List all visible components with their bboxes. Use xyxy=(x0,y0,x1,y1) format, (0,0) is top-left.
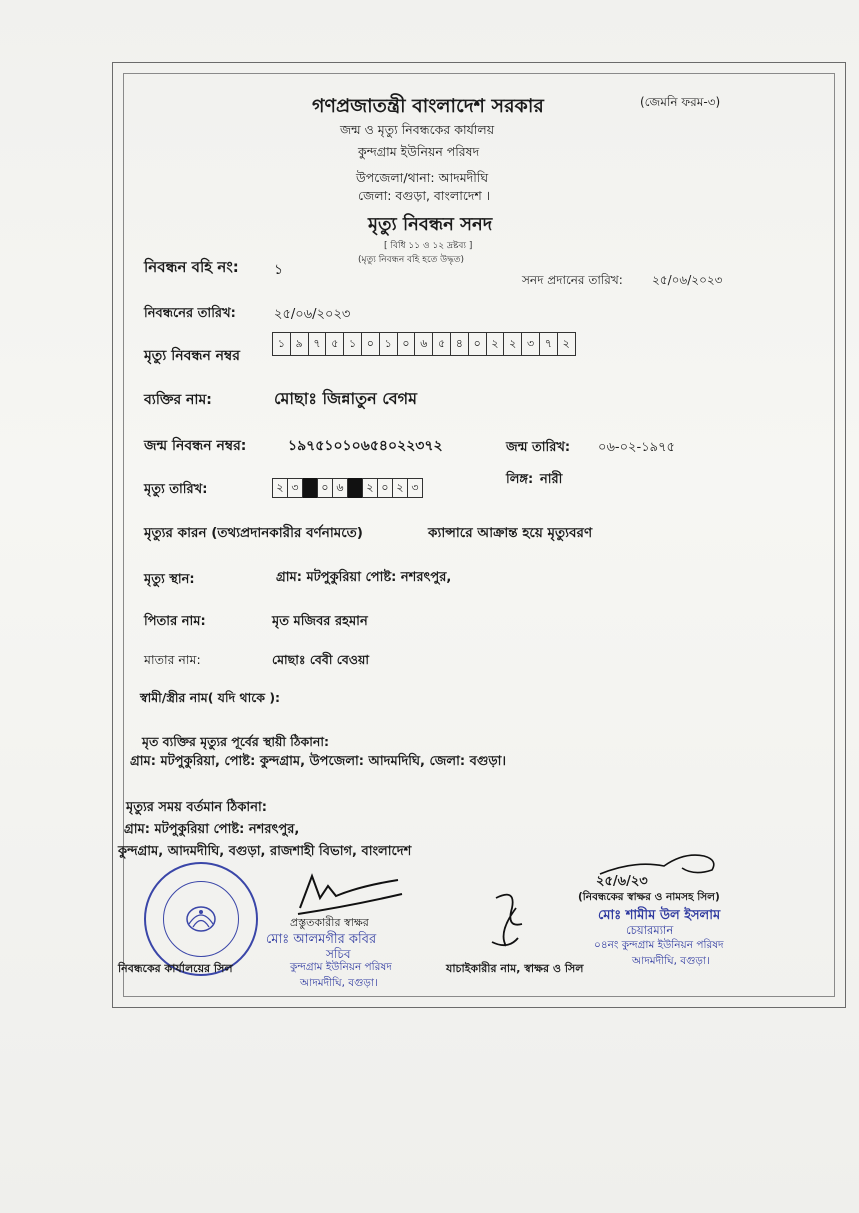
death-date-day-digit: ৩ xyxy=(291,480,299,494)
death-reg-number-boxes xyxy=(272,332,576,356)
death-month-boxes xyxy=(317,478,348,498)
seal-label: নিবন্ধকের কার্যালয়ের সিল xyxy=(118,962,233,975)
death-date-month-digit: ৬ xyxy=(336,480,344,494)
father-label: পিতার নাম: xyxy=(144,614,206,629)
death-reg-number-label: মৃত্যু নিবন্ধন নম্বর xyxy=(144,348,240,364)
death-place-label: মৃত্যু স্থান: xyxy=(144,572,195,587)
current-address-line1: গ্রাম: মটপুকুরিয়া পোষ্ট: নশরৎপুর, xyxy=(124,822,300,837)
reg-digit-cell: ৯ xyxy=(291,333,309,355)
death-date-year-digit: ৩ xyxy=(411,480,419,494)
office-seal xyxy=(144,862,258,976)
gender-value: নারী xyxy=(540,472,563,487)
permanent-address-label: মৃত ব্যক্তির মৃত্যুর পূর্বের স্থায়ী ঠিকানা: xyxy=(142,734,329,749)
issue-date-label: সনদ প্রদানের তারিখ: xyxy=(522,273,623,287)
district: জেলা: বগুড়া, বাংলাদেশ । xyxy=(358,188,491,203)
registrar-name: মোঃ শামীম উল ইসলাম xyxy=(598,908,721,923)
gender-label: লিঙ্গ: xyxy=(506,472,534,487)
cause-value: ক্যান্সারে আক্রান্ত হয়ে মৃত্যুবরণ xyxy=(428,525,593,541)
upazila: উপজেলা/থানা: আদমদীঘি xyxy=(356,170,489,185)
death-date-year-digit: ২ xyxy=(393,479,408,497)
reg-digit-cell: ১ xyxy=(273,333,291,355)
mother-value: মোছাঃ বেবী বেওয়া xyxy=(272,652,369,667)
reg-digit-cell: ১ xyxy=(344,333,362,355)
date-separator xyxy=(303,478,317,498)
reg-digit-cell: ৩ xyxy=(522,333,540,355)
death-place-value: গ্রাম: মটপুকুরিয়া পোষ্ট: নশরৎপুর, xyxy=(276,570,452,585)
reg-digit-cell: ২ xyxy=(487,333,505,355)
reg-digit-cell: ২ xyxy=(562,336,570,350)
permanent-address-value: গ্রাম: মটপুকুরিয়া, পোষ্ট: কুন্দগ্রাম, উপজেলা: আদমদিঘি, জেলা: বগুড়া। xyxy=(130,754,507,769)
reg-digit-cell: ০ xyxy=(398,333,416,355)
registrar-place: আদমদীঘি, বগুড়া। xyxy=(632,955,710,967)
preparer-office: কুন্দগ্রাম ইউনিয়ন পরিষদ xyxy=(290,961,392,973)
preparer-title: সচিব xyxy=(326,947,351,961)
death-day-boxes xyxy=(272,478,303,498)
verifier-signature xyxy=(486,888,536,952)
preparer-label: প্রস্তুতকারীর স্বাক্ষর xyxy=(290,916,369,929)
death-date-boxes xyxy=(272,478,423,498)
father-value: মৃত মজিবর রহমান xyxy=(272,614,368,629)
person-name-label: ব্যক্তির নাম: xyxy=(144,392,212,408)
registrar-label: (নিবন্ধকের স্বাক্ষর ও নামসহ সিল) xyxy=(578,891,720,903)
reg-digit-cell: ৫ xyxy=(433,333,451,355)
register-book-value: ১ xyxy=(274,262,284,278)
registrar-office: ০৪নং কুন্দগ্রাম ইউনিয়ন পরিষদ xyxy=(594,939,724,951)
reg-digit-cell: ৫ xyxy=(326,333,344,355)
birth-reg-number-label: জন্ম নিবন্ধন নম্বর: xyxy=(144,438,247,454)
preparer-place: আদমদীঘি, বগুড়া। xyxy=(300,977,378,989)
birth-reg-number-value: ১৯৭৫১০১০৬৫৪০২২৩৭২ xyxy=(288,438,443,454)
person-name-value: মোছাঃ জিন্নাতুন বেগম xyxy=(274,389,418,408)
reg-digit-cell: ৭ xyxy=(309,333,327,355)
reg-digit-cell: ৪ xyxy=(451,333,469,355)
spouse-label: স্বামী/স্ত্রীর নাম( যদি থাকে ): xyxy=(140,690,281,705)
seal-inner-ring xyxy=(163,881,239,957)
union-name: কুন্দগ্রাম ইউনিয়ন পরিষদ xyxy=(358,144,480,159)
register-book-label: নিবন্ধন বহি নং: xyxy=(144,258,239,276)
reg-digit-cell: ০ xyxy=(362,333,380,355)
certificate-title: মৃত্যু নিবন্ধন সনদ xyxy=(368,214,493,235)
reg-digit-cell: ০ xyxy=(469,333,487,355)
current-address-label: মৃত্যুর সময় বর্তমান ঠিকানা: xyxy=(126,800,267,815)
date-separator xyxy=(348,478,362,498)
death-date-year-digit: ০ xyxy=(378,479,393,497)
office-name: জন্ম ও মৃত্যু নিবন্ধকের কার্যালয় xyxy=(340,122,495,137)
mother-label: মাতার নাম: xyxy=(144,652,201,667)
reg-digit-cell: ১ xyxy=(380,333,398,355)
issue-date-value: ২৫/০৬/২০২৩ xyxy=(652,273,723,287)
government-title: গণপ্রজাতন্ত্রী বাংলাদেশ সরকার xyxy=(312,95,544,117)
rule-note: [ বিধি ১১ ও ১২ দ্রষ্টব্য ] xyxy=(384,241,473,251)
emblem-icon xyxy=(181,902,221,936)
preparer-name: মোঃ আলমগীর কবির xyxy=(266,932,377,947)
current-address-line2: কুন্দগ্রাম, আদমদীঘি, বগুড়া, রাজশাহী বিভাগ, বাংলাদেশ xyxy=(118,844,412,859)
registrar-date: ২৫/৬/২৩ xyxy=(596,874,648,889)
registration-date-value: ২৫/০৬/২০২৩ xyxy=(274,307,351,322)
registrar-title: চেয়ারম্যান xyxy=(626,923,674,937)
form-number: (জেমনি ফরম-৩) xyxy=(640,95,721,109)
death-year-boxes xyxy=(362,478,423,498)
preparer-signature xyxy=(290,868,410,918)
birth-date-label: জন্ম তারিখ: xyxy=(506,440,571,455)
death-date-day-digit: ২ xyxy=(273,479,288,497)
extract-note: (মৃত্যু নিবন্ধন বহি হতে উদ্ধৃত) xyxy=(358,255,465,265)
death-date-label: মৃত্যু তারিখ: xyxy=(144,482,208,497)
birth-date-value: ০৬-০২-১৯৭৫ xyxy=(598,440,675,455)
death-date-month-digit: ০ xyxy=(318,479,333,497)
cause-label: মৃত্যুর কারন (তথ্যপ্রদানকারীর বর্ণনামতে) xyxy=(144,525,363,541)
registration-date-label: নিবন্ধনের তারিখ: xyxy=(144,306,236,321)
reg-digit-cell: ৬ xyxy=(415,333,433,355)
death-date-year-digit: ২ xyxy=(363,479,378,497)
reg-digit-cell: ২ xyxy=(504,333,522,355)
reg-digit-cell: ৭ xyxy=(540,333,558,355)
verifier-label: যাচাইকারীর নাম, স্বাক্ষর ও সিল xyxy=(446,962,584,975)
